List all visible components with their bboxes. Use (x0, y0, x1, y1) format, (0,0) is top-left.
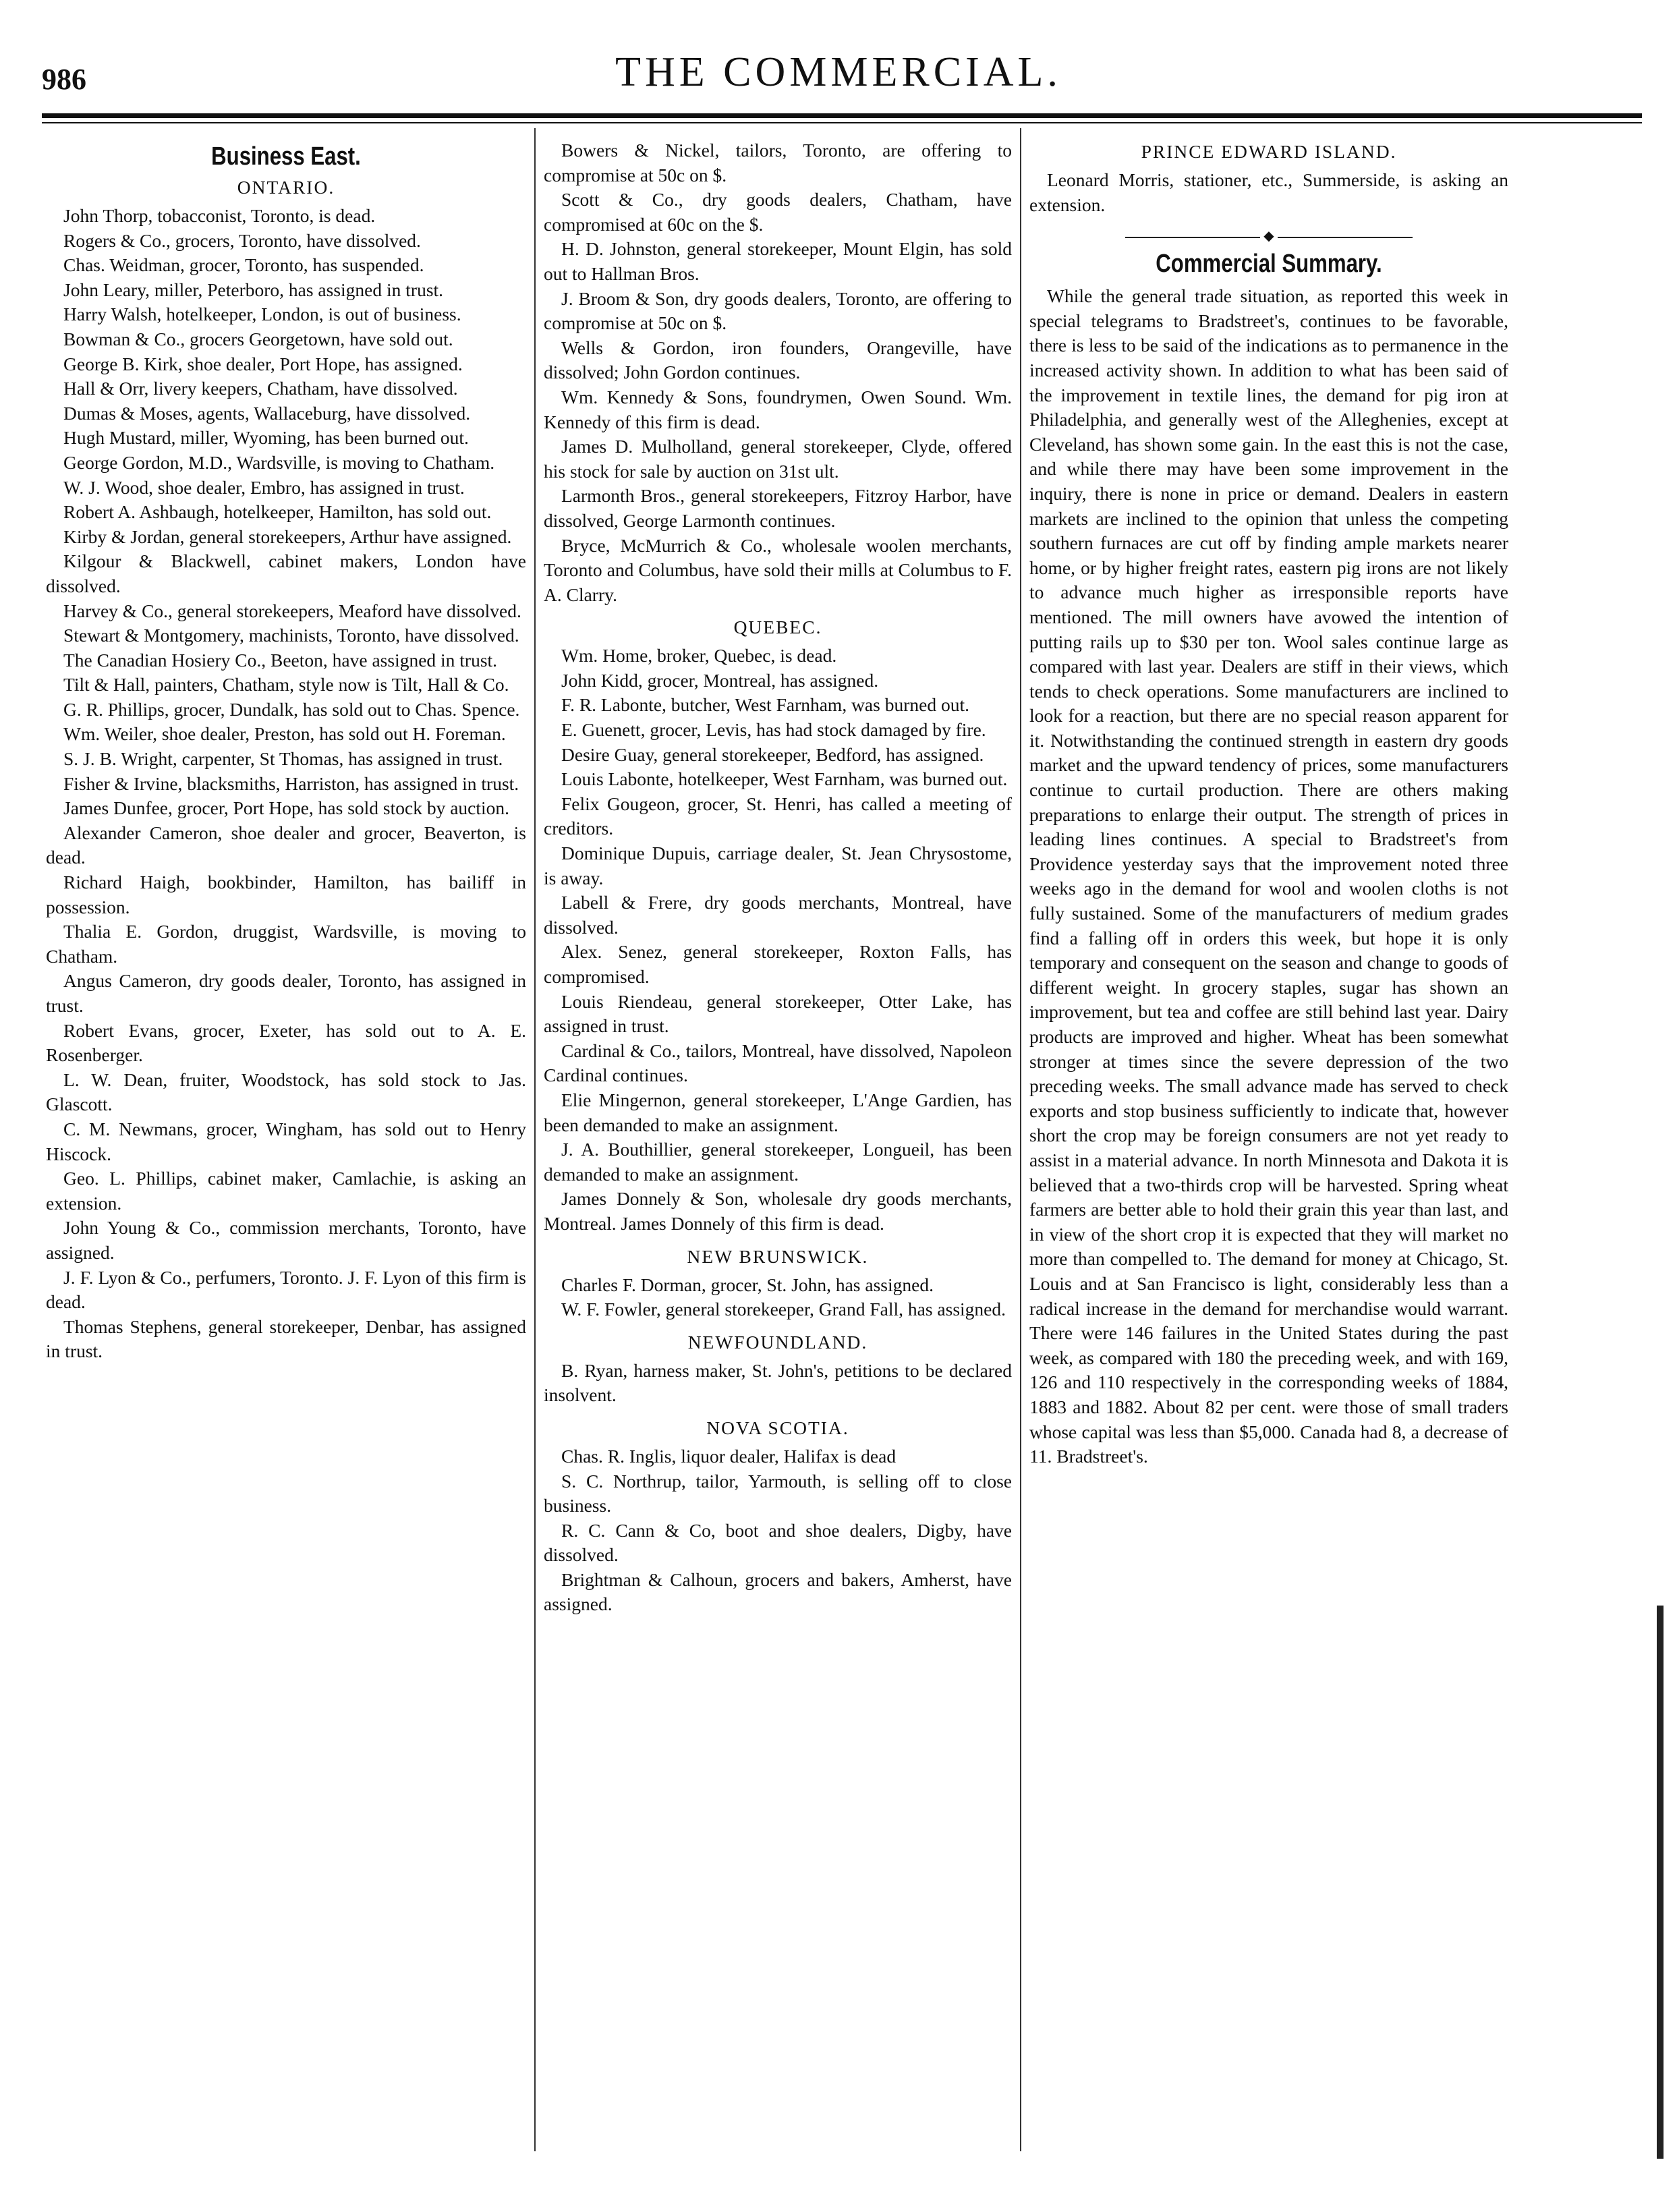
list-item: J. Broom & Son, dry goods dealers, Toronto, are offering to compromise at 50c on $. (544, 287, 1012, 334)
list-item: Wm. Weiler, shoe dealer, Preston, has sold out H. Foreman. (63, 723, 506, 745)
commercial-summary-body: While the general trade situation, as reported this week in special telegrams to Bradstreet's, continues to be favorable, there is less to be said of the indications as to permanence in the increased activity shown. In addition to what has been said of the improvement in textile lines, the demand for pig iron at Philadelphia, and generally west of the Alleghenies, except at Cleveland, has shown some gain. In the east this is not the case, and while there may have been some improvement in the inquiry, there is none in price or demand. Dealers in eastern markets are inclined to the opinion that unless the competing southern furnaces are cut off by finding ample markets nearer home, or by higher freight rates, eastern pig irons are not likely to advance much higher as irresponsible reports have mentioned. The mill owners have avowed the intention of putting rails up to $30 per ton. Wool sales continue large as compared with last year. Dealers are stiff in their views, which tends to check operations. Some manufacturers are inclined to look for a reaction, but there are no special reason apparent for it. Notwithstanding the continued strength in eastern dry goods market and the upward tendency of prices, some manufacturers continue to curtail production. There are others making preparations to enlarge their output. The strength of prices in leading lines continues. A special to Bradstreet's from Providence yesterday says that the improvement noted three weeks ago in the demand for wool and woolen cloths is not fully sustained. Some of the manufacturers of medium grades find a falling off in orders this week, but hope it is only temporary and consequent on the season and change to goods of different weight. In grocery staples, sugar has shown an improvement, but tea and coffee are still behind last year. Dairy products are improved and higher. Wheat has been somewhat stronger at times since the severe depression of the two preceding weeks. The small advance made has served to check exports and stop business sufficiently to indicate that, however short the crop may be foreign consumers are not yet ready to assist in a material advance. In north Minnesota and Dakota it is believed that a two-thirds crop will be harvested. Spring wheat farmers are better able to hold their grain this year than last, and in view of the short crop it is expected that they will market no more than compelled to. The demand for money at Chicago, St. Louis and at San Francisco is light, considerably less than a radical increase in the demand for merchandise would warrant. There were 146 failures in the United States during the past week, as compared with 180 the preceding week, and with 169, 126 and 110 respectively in the corresponding weeks of 1884, 1883 and 1882. About 82 per cent. were those of small traders whose capital was less than $5,000. Canada had 8, a decrease of 11. Bradstreet's. (1029, 285, 1508, 1467)
list-item: John Thorp, tobacconist, Toronto, is dead. (63, 205, 376, 226)
list-item: Wells & Gordon, iron founders, Orangeville, have dissolved; John Gordon continues. (544, 337, 1012, 383)
page-number: 986 (42, 63, 86, 96)
list-item: Thomas Stephens, general storekeeper, Denbar, has assigned in trust. (46, 1315, 526, 1362)
list-item: Tilt & Hall, painters, Chatham, style now is Tilt, Hall & Co. (63, 674, 509, 696)
list-item: Dominique Dupuis, carriage dealer, St. Jean Chrysostome, is away. (544, 843, 1012, 888)
list-item: Rogers & Co., grocers, Toronto, have dissolved. (63, 229, 421, 251)
list-item: J. A. Bouthillier, general storekeeper, Longueil, has been demanded to make an assignment. (544, 1139, 1012, 1185)
list-item: Alexander Cameron, shoe dealer and grocer, Beaverton, is dead. (46, 822, 526, 868)
business-east-heading: Business East. (211, 142, 361, 171)
newfoundland-list (544, 1359, 1012, 1408)
list-item: J. F. Lyon & Co., perfumers, Toronto. J. F. Lyon of this firm is dead. (46, 1266, 526, 1313)
list-item: Charles F. Dorman, grocer, St. John, has assigned. (561, 1274, 934, 1295)
binding-edge (1657, 1606, 1664, 2159)
list-item: Chas. R. Inglis, liquor dealer, Halifax is dead (561, 1445, 897, 1467)
list-item: E. Guenett, grocer, Levis, has had stock damaged by fire. (561, 719, 986, 741)
list-item: G. R. Phillips, grocer, Dundalk, has sold out to Chas. Spence. (63, 698, 520, 720)
list-item: W. J. Wood, shoe dealer, Embro, has assigned in trust. (63, 476, 465, 498)
list-item: Fisher & Irvine, blacksmiths, Harriston, has assigned in trust. (63, 772, 519, 794)
list-item: Bowman & Co., grocers Georgetown, have sold out. (63, 328, 453, 349)
list-item: Larmonth Bros., general storekeepers, Fitzroy Harbor, have dissolved, George Larmonth continues. (544, 485, 1012, 531)
list-item: Kirby & Jordan, general storekeepers, Arthur have assigned. (63, 526, 512, 547)
list-item: The Canadian Hosiery Co., Beeton, have assigned in trust. (63, 649, 498, 671)
list-item: C. M. Newmans, grocer, Wingham, has sold out to Henry Hiscock. (46, 1118, 526, 1164)
list-item: James D. Mulholland, general storekeeper, Clyde, offered his stock for sale by auction on 31st ult. (544, 436, 1012, 482)
list-item: Brightman & Calhoun, grocers and bakers, Amherst, have assigned. (544, 1568, 1012, 1615)
list-item: Elie Mingernon, general storekeeper, L'Ange Gardien, has been demanded to make an assignment. (544, 1089, 1012, 1135)
list-item: Felix Gougeon, grocer, St. Henri, has called a meeting of creditors. (544, 793, 1012, 839)
list-item: John Young & Co., commission merchants, Toronto, have assigned. (46, 1217, 526, 1263)
list-item: John Kidd, grocer, Montreal, has assigned. (561, 669, 879, 691)
list-item: Dumas & Moses, agents, Wallaceburg, have dissolved. (63, 402, 471, 424)
region-pei-title: PRINCE EDWARD ISLAND. (1141, 141, 1397, 162)
list-item: George Gordon, M.D., Wardsville, is moving to Chatham. (63, 451, 495, 473)
list-item: Richard Haigh, bookbinder, Hamilton, has bailiff in possession. (46, 872, 526, 917)
list-item: Wm. Home, broker, Quebec, is dead. (561, 645, 837, 667)
list-item: B. Ryan, harness maker, St. John's, petitions to be declared insolvent. (544, 1359, 1012, 1406)
list-item: Louis Riendeau, general storekeeper, Otter Lake, has assigned in trust. (544, 990, 1012, 1037)
list-item: R. C. Cann & Co, boot and shoe dealers, Digby, have dissolved. (544, 1519, 1012, 1566)
list-item: F. R. Labonte, butcher, West Farnham, was burned out. (561, 694, 969, 716)
list-item: John Leary, miller, Peterboro, has assigned in trust. (63, 279, 444, 300)
region-nova-scotia-title: NOVA SCOTIA. (706, 1417, 849, 1438)
ontario-continued-list (544, 138, 1012, 607)
region-newfoundland-title: NEWFOUNDLAND. (687, 1331, 868, 1353)
header-rule-thin (42, 122, 1642, 123)
list-item: Harry Walsh, hotelkeeper, London, is out of business. (63, 304, 461, 325)
list-item: Geo. L. Phillips, cabinet maker, Camlachie, is asking an extension. (46, 1168, 526, 1214)
quebec-list (544, 644, 1012, 1236)
header-rule-thick (42, 113, 1642, 118)
list-item: Stewart & Montgomery, machinists, Toronto, have dissolved. (63, 625, 519, 646)
list-item: Chas. Weidman, grocer, Toronto, has suspended. (63, 254, 424, 276)
ontario-list (46, 204, 526, 1364)
list-item: Labell & Frere, dry goods merchants, Montreal, have dissolved. (544, 892, 1012, 938)
list-item: L. W. Dean, fruiter, Woodstock, has sold stock to Jas. Glascott. (46, 1069, 526, 1115)
column-1 (46, 138, 526, 2162)
masthead-title: THE COMMERCIAL. (615, 49, 1062, 95)
list-item: Robert Evans, grocer, Exeter, has sold out to A. E. Rosenberger. (46, 1019, 526, 1066)
column-divider-1 (534, 128, 536, 2151)
list-item: James Dunfee, grocer, Port Hope, has sold stock by auction. (63, 797, 510, 819)
column-3 (1029, 138, 1508, 2162)
region-new-brunswick-title: NEW BRUNSWICK. (687, 1245, 869, 1267)
list-item: Louis Labonte, hotelkeeper, West Farnham, was burned out. (561, 768, 1008, 790)
column-divider-2 (1020, 128, 1021, 2151)
list-item: Bryce, McMurrich & Co., wholesale woolen merchants, Toronto and Columbus, have sold their mills at Columbus to F. A. Clarry. (544, 534, 1012, 605)
list-item: Thalia E. Gordon, druggist, Wardsville, is moving to Chatham. (46, 921, 526, 967)
list-item: Cardinal & Co., tailors, Montreal, have dissolved, Napoleon Cardinal continues. (544, 1040, 1012, 1086)
list-item: Scott & Co., dry goods dealers, Chatham, have compromised at 60c on the $. (544, 189, 1012, 235)
column-2 (544, 138, 1012, 2162)
list-item: S. J. B. Wright, carpenter, St Thomas, has assigned in trust. (63, 748, 503, 770)
list-item: H. D. Johnston, general storekeeper, Mount Elgin, has sold out to Hallman Bros. (544, 238, 1012, 284)
list-item: Kilgour & Blackwell, cabinet makers, London have dissolved. (46, 550, 526, 596)
nova-scotia-list (544, 1444, 1012, 1617)
list-item: Angus Cameron, dry goods dealer, Toronto, has assigned in trust. (46, 970, 526, 1016)
list-item: Leonard Morris, stationer, etc., Summerside, is asking an extension. (1029, 169, 1508, 215)
list-item: Robert A. Ashbaugh, hotelkeeper, Hamilton, has sold out. (63, 501, 492, 523)
list-item: Desire Guay, general storekeeper, Bedford, has assigned. (561, 743, 984, 765)
commercial-summary-heading: Commercial Summary. (1156, 250, 1382, 279)
list-item: George B. Kirk, shoe dealer, Port Hope, has assigned. (63, 353, 463, 374)
list-item: Harvey & Co., general storekeepers, Meaford have dissolved. (63, 600, 521, 621)
list-item: Hugh Mustard, miller, Wyoming, has been burned out. (63, 427, 469, 449)
new-brunswick-list (544, 1273, 1012, 1322)
list-item: S. C. Northrup, tailor, Yarmouth, is selling off to close business. (544, 1470, 1012, 1516)
region-quebec-title: QUEBEC. (733, 617, 822, 638)
list-item: Wm. Kennedy & Sons, foundrymen, Owen Sound. Wm. Kennedy of this firm is dead. (544, 386, 1012, 432)
list-item: James Donnely & Son, wholesale dry goods merchants, Montreal. James Donnely of this firm is dead. (544, 1188, 1012, 1234)
section-divider: ◆ (1029, 229, 1508, 243)
list-item: W. F. Fowler, general storekeeper, Grand Fall, has assigned. (561, 1299, 1006, 1320)
list-item: Alex. Senez, general storekeeper, Roxton Falls, has compromised. (544, 941, 1012, 987)
pei-list (1029, 168, 1508, 217)
list-item: Hall & Orr, livery keepers, Chatham, have dissolved. (63, 378, 458, 399)
region-ontario-title: ONTARIO. (237, 177, 335, 198)
list-item: Bowers & Nickel, tailors, Toronto, are offering to compromise at 50c on $. (544, 140, 1012, 186)
